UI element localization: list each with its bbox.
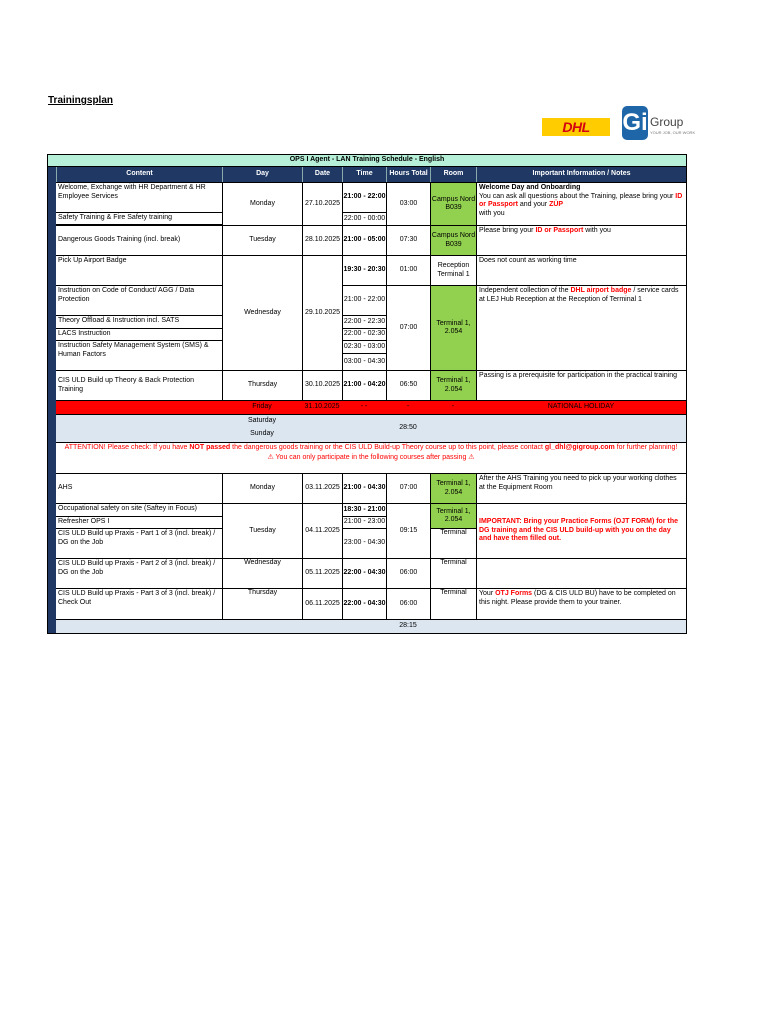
info-monday-2: After the AHS Training you need to pick up your working clothes at the Equipment Room (476, 473, 686, 503)
room-wednesday-1: Terminal 1, 2.054 (430, 285, 476, 370)
header-time: Time (342, 167, 386, 182)
day-saturday: Saturday (247, 417, 277, 425)
time-thursday-1: 21:00 - 04:20 (342, 370, 386, 400)
week1-total-hours: 28:50 (399, 423, 417, 431)
content-occupational: Occupational safety on site (Saftey in Focus) (56, 503, 222, 516)
attention-line-2: ⚠ You can only participate in the following courses after passing ⚠ (267, 454, 475, 462)
date-wednesday-1: 29.10.2025 (302, 255, 342, 370)
hours-tuesday-1: 07:30 (386, 225, 430, 255)
hours-monday-2: 07:00 (386, 473, 430, 503)
info-otj-text-c: (DG & CIS ULD BU) have to be completed on this night. Please provide them to your trainer. (479, 590, 676, 606)
week2-total-hours: 28:15 (399, 621, 417, 629)
dhl-logo (542, 118, 610, 136)
room-tuesday-2b: Terminal (430, 528, 476, 558)
time-friday: - - (360, 402, 368, 410)
info-badge-text-a: Independent collection of the (479, 287, 569, 294)
hours-pickup: 01:00 (386, 255, 430, 285)
hours-friday: - (406, 402, 410, 410)
holiday-label: NATIONAL HOLIDAY (547, 402, 615, 410)
attention-not-passed: NOT passed (189, 443, 231, 451)
info-badge-highlight: DHL airport badge (570, 287, 632, 294)
day-tuesday-2: Tuesday (222, 503, 302, 558)
week1-summary-row (56, 414, 686, 442)
info-otj-text-a: Your (479, 590, 494, 597)
content-praxis-1: CIS ULD Build up Praxis - Part 1 of 3 (incl. break) / DG on the Job (56, 528, 222, 558)
time-occupational: 18:30 - 21:00 (342, 503, 386, 516)
left-accent-bar (48, 167, 56, 633)
room-wednesday-2: Terminal (430, 558, 476, 588)
attention-text-e: for further planning! (616, 443, 678, 451)
hours-thursday-1: 06:50 (386, 370, 430, 400)
day-wednesday-2: Wednesday (222, 558, 302, 588)
attention-text-a: ATTENTION! Please check: If you have (64, 443, 188, 451)
content-praxis-2: CIS ULD Build up Praxis - Part 2 of 3 (incl. break) / DG on the Job (56, 558, 222, 588)
gi-logo-mark: Gi (622, 106, 648, 140)
time-coc: 21:00 - 22:00 (342, 285, 386, 315)
gi-logo-tagline: YOUR JOB, OUR WORK (650, 130, 696, 135)
day-thursday-2: Thursday (222, 588, 302, 619)
time-thursday-2: 22:00 - 04:30 (342, 588, 386, 619)
hours-wednesday-1: 07:00 (386, 285, 430, 370)
info-welcome-title: Welcome Day and Onboarding (479, 184, 581, 191)
training-schedule-table (47, 154, 687, 634)
time-praxis-1: 23:00 - 04:30 (342, 528, 386, 558)
dhl-logo-text: DHL (562, 119, 590, 135)
info-otj-forms: OTJ Forms (495, 590, 533, 597)
header-content: Content (56, 167, 222, 182)
content-welcome: Welcome, Exchange with HR Department & HR Employee Services (56, 182, 222, 212)
date-monday-2: 03.11.2025 (302, 473, 342, 503)
date-monday-1: 27.10.2025 (302, 182, 342, 225)
date-thursday-2: 06.11.2025 (302, 588, 342, 619)
info-monday-1 (476, 182, 686, 225)
header-room: Room (430, 167, 476, 182)
hours-monday-1: 03:00 (386, 182, 430, 225)
day-wednesday-1: Wednesday (222, 255, 302, 370)
time-offload: 22:00 - 22:30 (342, 315, 386, 328)
content-refresher: Refresher OPS I (56, 516, 222, 528)
time-lacs: 22:00 - 02:30 (342, 328, 386, 340)
hours-wednesday-2: 06:00 (386, 558, 430, 588)
time-refresher: 21:00 - 23:00 (342, 516, 386, 528)
content-ahs: AHS (56, 473, 222, 503)
time-wednesday-2: 22:00 - 04:30 (342, 558, 386, 588)
attention-text-c: the dangerous goods training or the CIS ULD Build-up Theory course up to this point, please contact (232, 443, 543, 451)
room-thursday-2: Terminal (430, 588, 476, 619)
date-thursday-1: 30.10.2025 (302, 370, 342, 400)
info-pickup: Does not count as working time (476, 255, 686, 285)
day-friday: Friday (252, 402, 272, 410)
date-tuesday-1: 28.10.2025 (302, 225, 342, 255)
time-pickup: 19:30 - 20:30 (342, 255, 386, 285)
hours-thursday-2: 06:00 (386, 588, 430, 619)
schedule-title: OPS I Agent - LAN Training Schedule - English (48, 155, 686, 167)
header-info: Important Information / Notes (476, 167, 686, 182)
content-praxis-3: CIS ULD Build up Praxis - Part 3 of 3 (incl. break) / Check Out (56, 588, 222, 619)
info-dg-id: ID or Passport (535, 227, 584, 234)
info-dg-text-c: with you (585, 227, 611, 234)
date-tuesday-2: 04.11.2025 (302, 503, 342, 558)
hours-tuesday-2: 09:15 (386, 503, 430, 558)
time-sms: 03:00 - 04:30 (342, 353, 386, 370)
attention-email[interactable]: gl_dhl@gigroup.com (544, 443, 615, 451)
day-thursday-1: Thursday (222, 370, 302, 400)
room-tuesday-2a: Terminal 1, 2.054 (430, 503, 476, 528)
room-monday-2: Terminal 1, 2.054 (430, 473, 476, 503)
header-day: Day (222, 167, 302, 182)
info-thursday-2 (476, 588, 686, 619)
time-lacs-b: 02:30 - 03:00 (342, 340, 386, 353)
date-wednesday-2: 05.11.2025 (302, 558, 342, 588)
attention-line-1 (56, 442, 686, 453)
info-tuesday-1 (476, 225, 686, 255)
week2-summary-row (56, 619, 686, 633)
gi-group-logo (622, 106, 696, 146)
info-tuesday-2: IMPORTANT: Bring your Practice Forms (OJT FORM) for the DG training and the CIS ULD build-up with you on the day and have them filled out. (476, 503, 686, 558)
header-hours: Hours Total (386, 167, 430, 182)
info-badge-text-c: / service cards at LEJ Hub Reception at the Reception of Terminal 1 (479, 287, 679, 303)
room-friday: - (451, 402, 455, 410)
content-lacs: LACS Instruction (56, 328, 222, 340)
day-tuesday-1: Tuesday (222, 225, 302, 255)
document-title: Trainingsplan (48, 95, 114, 106)
content-sms: Instruction Safety Management System (SMS) & Human Factors (56, 340, 222, 370)
info-welcome-text-c: and your (519, 201, 548, 208)
info-welcome-text-e: with you (479, 209, 505, 217)
info-welcome-zup: ZÜP (549, 201, 564, 208)
content-offload: Theory Offload & Instruction incl. SATS (56, 315, 222, 328)
info-thursday-1: Passing is a prerequisite for participation in the practical training (476, 370, 686, 400)
time-monday-2: 21:00 - 04:30 (342, 473, 386, 503)
info-wednesday-1 (476, 285, 686, 370)
header-date: Date (302, 167, 342, 182)
day-monday-2: Monday (222, 473, 302, 503)
room-tuesday-1: Campus Nord B039 (430, 225, 476, 255)
content-pickup: Pick Up Airport Badge (56, 255, 222, 285)
content-coc: Instruction on Code of Conduct/ AGG / Data Protection (56, 285, 222, 315)
info-welcome-id: ID or Passport (479, 192, 683, 208)
room-thursday-1: Terminal 1, 2.054 (430, 370, 476, 400)
content-safety: Safety Training & Fire Safety training (56, 212, 222, 225)
time-tuesday-1: 21:00 - 05:00 (342, 225, 386, 255)
day-monday-1: Monday (222, 182, 302, 225)
info-dg-text-a: Please bring your (479, 227, 534, 234)
room-pickup: Reception Terminal 1 (430, 255, 476, 285)
info-wednesday-2 (476, 558, 686, 588)
gi-logo-word: Group (650, 115, 684, 129)
info-welcome-text-a: You can ask all questions about the Training, please bring your (479, 192, 674, 200)
time-monday-1a: 21:00 - 22:00 (342, 182, 386, 212)
content-dg: Dangerous Goods Training (incl. break) (56, 225, 222, 255)
time-monday-1b: 22:00 - 00:00 (342, 212, 386, 225)
room-monday-1: Campus Nord B039 (430, 182, 476, 225)
date-friday: 31.10.2025 (304, 402, 340, 410)
day-sunday: Sunday (250, 430, 274, 438)
content-cis-theory: CIS ULD Build up Theory & Back Protection Training (56, 370, 222, 400)
